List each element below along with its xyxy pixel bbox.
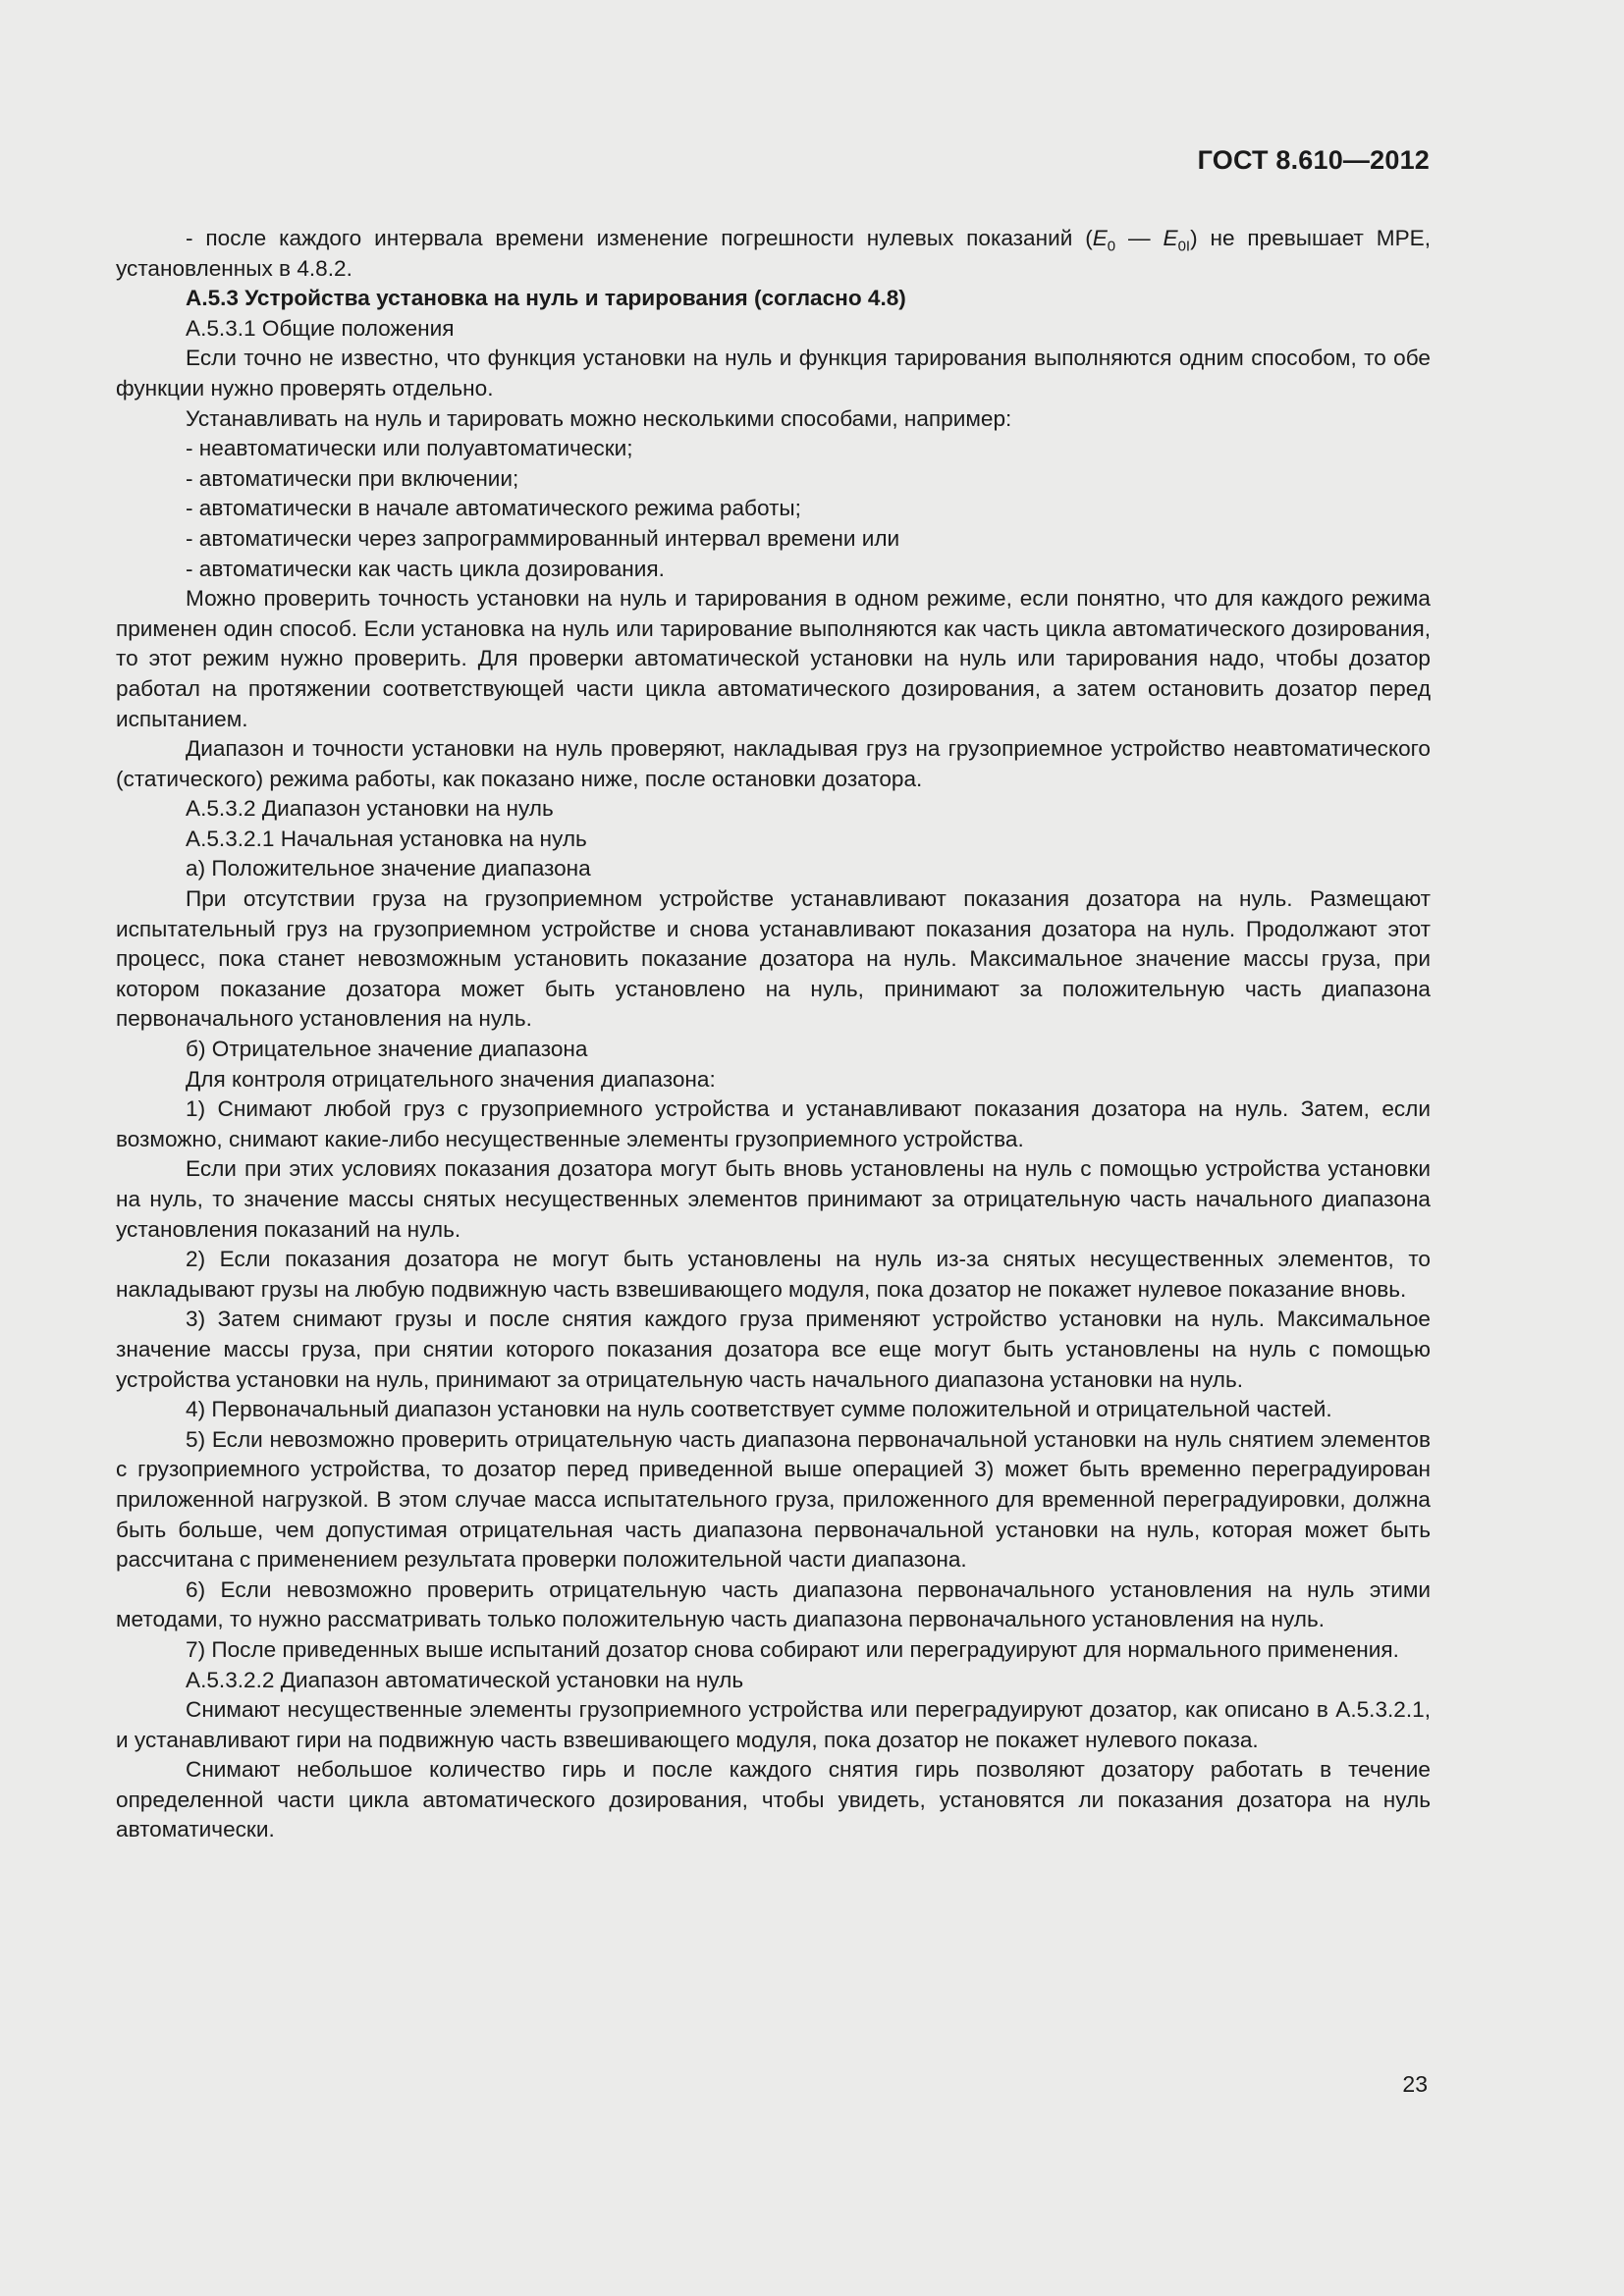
paragraph: Диапазон и точности установки на нуль проверяют, накладывая груз на грузоприемное устройство неавтоматического (статического) режима работы, как показано ниже, после остановки дозатора.	[116, 736, 1431, 791]
subsection-heading: А.5.3.2.2 Диапазон автоматической установки на нуль	[186, 1667, 744, 1692]
paragraph: Если при этих условиях показания дозатора могут быть вновь установлены на нуль с помощью устройства установки на нуль, то значение массы снятых несущественных элементов принимают за отрицательную часть начального диапазона установления показаний на нуль.	[116, 1156, 1431, 1242]
paragraph: Устанавливать на нуль и тарировать можно несколькими способами, например:	[186, 405, 1012, 431]
paragraph: 5) Если невозможно проверить отрицательную часть диапазона первоначальной установки на нуль снятием элементов с грузоприемного устройства, то дозатор перед приведенной выше операцией 3) может быть временно переградуирован приложенной нагрузкой. В этом случае масса испытательного груза, приложенного для временной переградуировки, должна быть больше, чем допустимая отрицательная часть диапазона первоначальной установки на нуль, которая может быть рассчитана с применением результата проверки положительной части диапазона.	[116, 1426, 1431, 1573]
paragraph: 3) Затем снимают грузы и после снятия каждого груза применяют устройство установки на нуль. Максимальное значение массы груза, при снятии которого показания дозатора все еще могут быть установлены на нуль с помощью устройства установки на нуль, принимают за отрицательную часть начального диапазона установки на нуль.	[116, 1307, 1431, 1392]
formula-e0: E	[1092, 226, 1108, 250]
paragraph: Можно проверить точность установки на нуль и тарирования в одном режиме, если понятно, что для каждого режима применен один способ. Если установка на нуль или тарирование выполняются как часть цикла автоматического дозирования, то этот режим нужно проверить. Для проверки автоматической установки на нуль или тарирования надо, чтобы дозатор работал на протяжении соответствующей части цикла автоматического дозирования, а затем остановить дозатор перед испытанием.	[116, 586, 1431, 731]
paragraph: 1) Снимают любой груз с грузоприемного устройства и устанавливают показания дозатора на нуль. Затем, если возможно, снимают какие-либо несущественные элементы грузоприемного устройства.	[116, 1096, 1431, 1151]
paragraph: Для контроля отрицательного значения диапазона:	[186, 1066, 716, 1092]
paragraph: Снимают несущественные элементы грузоприемного устройства или переградуируют дозатор, как описано в А.5.3.2.1, и устанавливают гири на подвижную часть взвешивающего модуля, пока дозатор не покажет нулевого показа.	[116, 1697, 1431, 1752]
paragraph: При отсутствии груза на грузоприемном устройстве устанавливают показания дозатора на нуль. Размещают испытательный груз на грузоприемном устройстве и снова устанавливают показания дозатора на нуль. Продолжают этот процесс, пока станет невозможным установить показание дозатора на нуль. Максимальное значение массы груза, при котором показание дозатора может быть установлено на нуль, принимают за положительную часть диапазона первоначального установления на нуль.	[116, 886, 1431, 1032]
subsection-heading: А.5.3.2.1 Начальная установка на нуль	[186, 826, 587, 851]
paragraph: 7) После приведенных выше испытаний дозатор снова собирают или переградуируют для нормального применения.	[186, 1636, 1399, 1662]
document-body	[116, 224, 1431, 1845]
subsection-heading: а) Положительное значение диапазона	[186, 856, 591, 881]
paragraph: 6) Если невозможно проверить отрицательную часть диапазона первоначального установления на нуль этими методами, то нужно рассматривать только положительную часть диапазона первоначального установления на нуль.	[116, 1576, 1431, 1632]
formula-dash: —	[1115, 226, 1164, 250]
list-item: - автоматически в начале автоматического режима работы;	[186, 496, 801, 521]
page-number: 23	[1402, 2071, 1428, 2097]
paragraph: А.5.3.1 Общие положения	[186, 315, 455, 341]
subsection-heading: б) Отрицательное значение диапазона	[186, 1037, 588, 1062]
list-item: - неавтоматически или полуавтоматически;	[186, 436, 633, 461]
formula-e01: E	[1163, 226, 1178, 250]
formula-prefix: - после каждого интервала времени изменение погрешности нулевых показаний (	[186, 226, 1093, 250]
formula-e0-sub: 0	[1107, 238, 1116, 255]
subsection-heading: А.5.3.2 Диапазон установки на нуль	[186, 796, 554, 822]
paragraph: 4) Первоначальный диапазон установки на нуль соответствует сумме положительной и отрицательной частей.	[186, 1397, 1332, 1422]
formula-suffix: ) не превышает MPE, установленных в 4.8.2.	[116, 226, 1431, 281]
section-title: А.5.3 Устройства установка на нуль и тарирования (согласно 4.8)	[186, 286, 906, 311]
formula-e01-sub: 0I	[1177, 238, 1191, 255]
formula-paragraph	[116, 224, 1431, 284]
paragraph: 2) Если показания дозатора не могут быть установлены на нуль из-за снятых несущественных элементов, то накладывают грузы на любую подвижную часть взвешивающего модуля, пока дозатор не покажет нулевое показание вновь.	[116, 1247, 1431, 1302]
paragraph: Снимают небольшое количество гирь и после каждого снятия гирь позволяют дозатору работать в течение определенной части цикла автоматического дозирования, чтобы увидеть, установятся ли показания дозатора на нуль автоматически.	[116, 1757, 1431, 1842]
list-item: - автоматически при включении;	[186, 465, 519, 491]
list-item: - автоматически как часть цикла дозирования.	[186, 556, 665, 581]
document-id-header: ГОСТ 8.610—2012	[1197, 145, 1430, 175]
list-item: - автоматически через запрограммированный интервал времени или	[186, 525, 900, 551]
paragraph: Если точно не известно, что функция установки на нуль и функция тарирования выполняются одним способом, то обе функции нужно проверять отдельно.	[116, 346, 1431, 400]
